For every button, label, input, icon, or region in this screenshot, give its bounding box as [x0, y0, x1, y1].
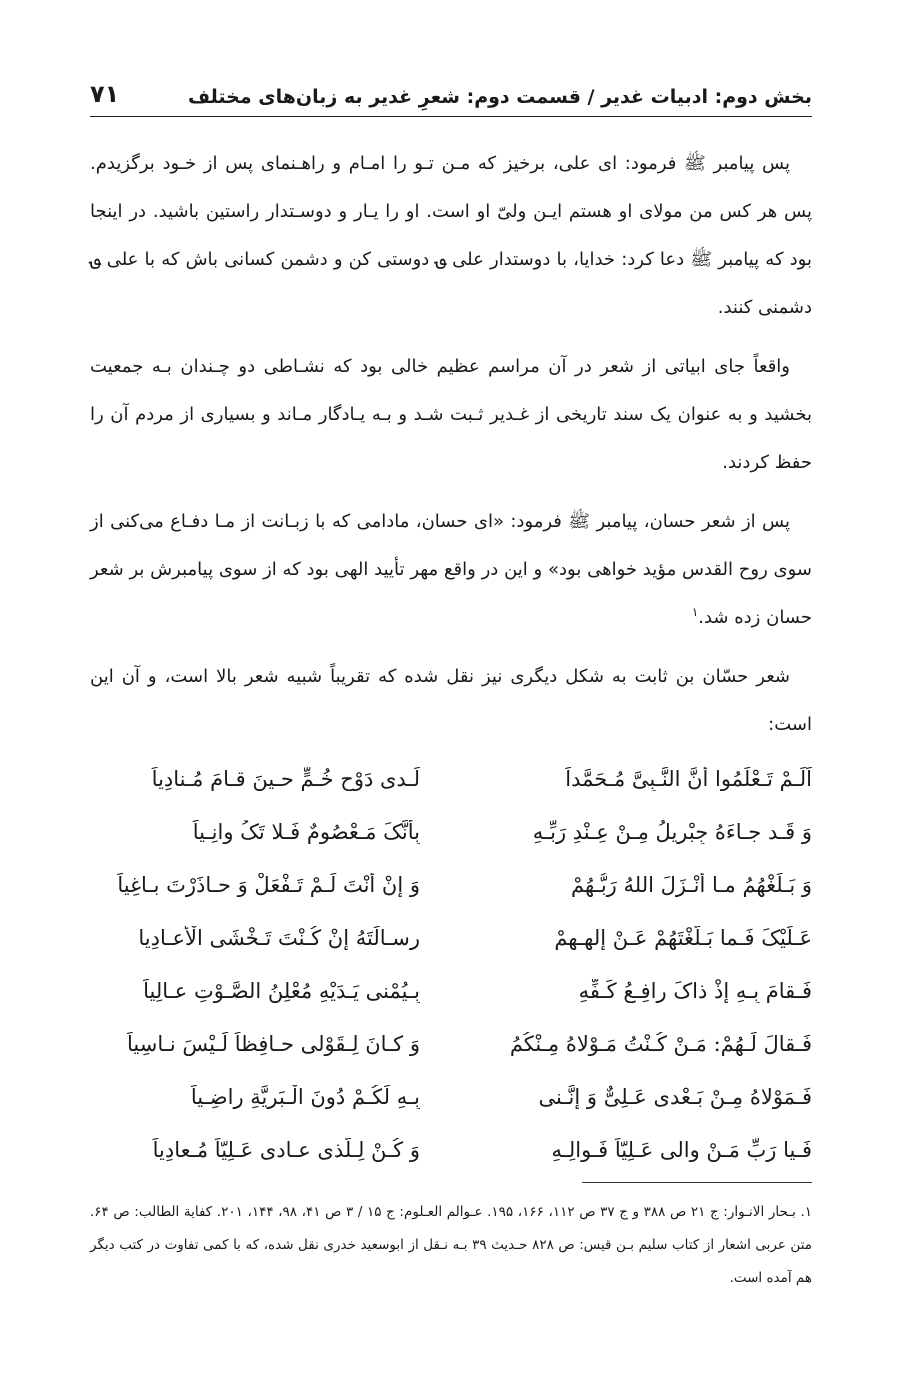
hemistich-first: فَـقالَ لَـهُمْ: مَـنْ کُـنْتُ مَـوْلاهُ مِـنْکُمُ	[509, 1031, 812, 1056]
poem-verse	[90, 911, 812, 964]
paragraph: پس از شعر حسان، پیامبر ﷺ فرمود: «ای حسان، مادامی که با زبـانت از مـا دفـاع می‌کنی از سوی روح القدس مؤید خواهی بود» و این در واقع مهر تأیید الهی بود که از سوی پیامبرش بر شعر حسان زده شد.$^۱$	[90, 511, 812, 628]
page-number: ۷۱	[90, 80, 120, 108]
poem-verse	[90, 752, 812, 805]
hemistich-first: عَـلَیْکَ فَـما بَـلَّغْتَهُمْ عَـنْ إِلهِـهِمْ	[554, 925, 812, 950]
paragraph: شعر حسّان بن ثابت به شکل دیگری نیز نقل شده که تقریباً شبیه شعر بالا است، و آن این است:	[90, 666, 812, 735]
hemistich-second: بِـیُمْنی یَـدَیْهِ مُعْلِنُ الصَّـوْتِ عـالِیاً	[143, 978, 420, 1003]
poem-verse	[90, 858, 812, 911]
paragraph: پس پیامبر ﷺ فرمود: ای علی، برخیز که مـن تـو را امـام و راهـنمای پس از خـود برگزیدم. پس هر کس من مولای او هستم ایـن ولیّ او است. او را یـار و دوسـتدار راستین باشید. در اینجا بود که پیامبر ﷺ دعا کرد: خدایا، با دوستدار علی ؈ دوستی کن و دشمن کسانی باش که با علی ؈ دشمنی کنند.	[90, 153, 812, 318]
running-title: بخش دوم: ادبیات غدیر / قسمت دوم: شعرِ غدیر به زبان‌های مختلف	[187, 86, 812, 108]
paragraph: واقعاً جای ابیاتی از شعر در آن مراسم عظیم خالی بود که نشـاطی دو چـندان بـه جمعیت بخشید و به عنوان یک سند تاریخی از غـدیر ثـبت شـد و بـه یـادگار مـاند و بسیاری از مردم آن را حفظ کردند.	[90, 356, 812, 473]
hemistich-second: وَ کـانَ لِـقَوْلی حـافِظاً لَـیْسَ نـاسِیاً	[127, 1031, 420, 1056]
poem-verse	[90, 964, 812, 1017]
footnote: ۱. بـحار الانـوار: ج ۲۱ ص ۳۸۸ و ج ۳۷ ص ۱۱۲، ۱۶۶، ۱۹۵. عـوالم العـلوم: ج ۱۵ / ۳ ص ۴۱، ۹۸، ۱۴۴، ۲۰۱. کفایة الطالب: ص ۶۴. متن عربی اشعار از کتاب سلیم بـن قیس: ص ۸۲۸ حـدیث ۳۹ بـه نـقل از ابوسعید خدری نقل شده، که با کمی تفاوت در کتب دیگر هم آمده است.	[90, 1204, 813, 1286]
footnote-marker: ۱	[691, 605, 699, 619]
book-page	[90, 0, 812, 1390]
hemistich-first: وَ قَـد جـاءَهُ جِبْریلُ مِـنْ عِـنْدِ رَبِّـهِ	[532, 819, 812, 844]
poem	[90, 752, 812, 1176]
hemistich-first: وَ بَـلِّغْهُمُ مـا أَنْـزَلَ اللهُ رَبُّـهُمْ	[571, 872, 812, 897]
hemistich-second: رِسـالَتَهُ إِنْ کُـنْتَ تَـخْشَی الْأَعـادِیا	[138, 925, 420, 950]
hemistich-second: وَ إِنْ أَنْتَ لَـمْ تَـفْعَلْ وَ حـاذَرْتَ بـاغِیاً	[117, 872, 420, 897]
poem-verse	[90, 1017, 812, 1070]
hemistich-first: اَلَـمْ تَـعْلَمُوا أَنَّ النَّـبِیَّ مُـحَمَّداً	[565, 766, 812, 791]
page-header	[90, 72, 812, 117]
poem-verse	[90, 1123, 812, 1176]
hemistich-second: وَ کُـنْ لِـلَّذی عـادی عَـلِیّاً مُـعادِیاً	[152, 1137, 420, 1162]
poem-verse	[90, 1070, 812, 1123]
hemistich-first: فَـمَوْلاهُ مِـنْ بَـعْدی عَـلِیٌّ وَ إِنَّـنی	[538, 1084, 812, 1109]
footnote-divider	[582, 1182, 812, 1183]
hemistich-first: فَـیا رَبِّ مَـنْ والی عَـلِیّاً فَـوالِـهِ	[551, 1137, 812, 1162]
hemistich-first: فَـقامَ بِـهِ إِذْ ذاکَ رافِـعُ کَـفِّهِ	[578, 978, 812, 1003]
hemistich-second: بِـهِ لَکُـمْ دُونَ الْـبَرِیَّةِ راضِـیاً	[190, 1084, 420, 1109]
footnotes	[90, 1196, 812, 1295]
hemistich-second: لَـدی دَوْحِ خُـمٍّ حـینَ قـامَ مُـنادِیاً	[151, 766, 420, 791]
poem-verse	[90, 805, 812, 858]
hemistich-second: بِأَنَّکَ مَـعْصُومٌ فَـلا تَکُ وانِـیاً	[192, 819, 420, 844]
body-text	[90, 140, 812, 760]
